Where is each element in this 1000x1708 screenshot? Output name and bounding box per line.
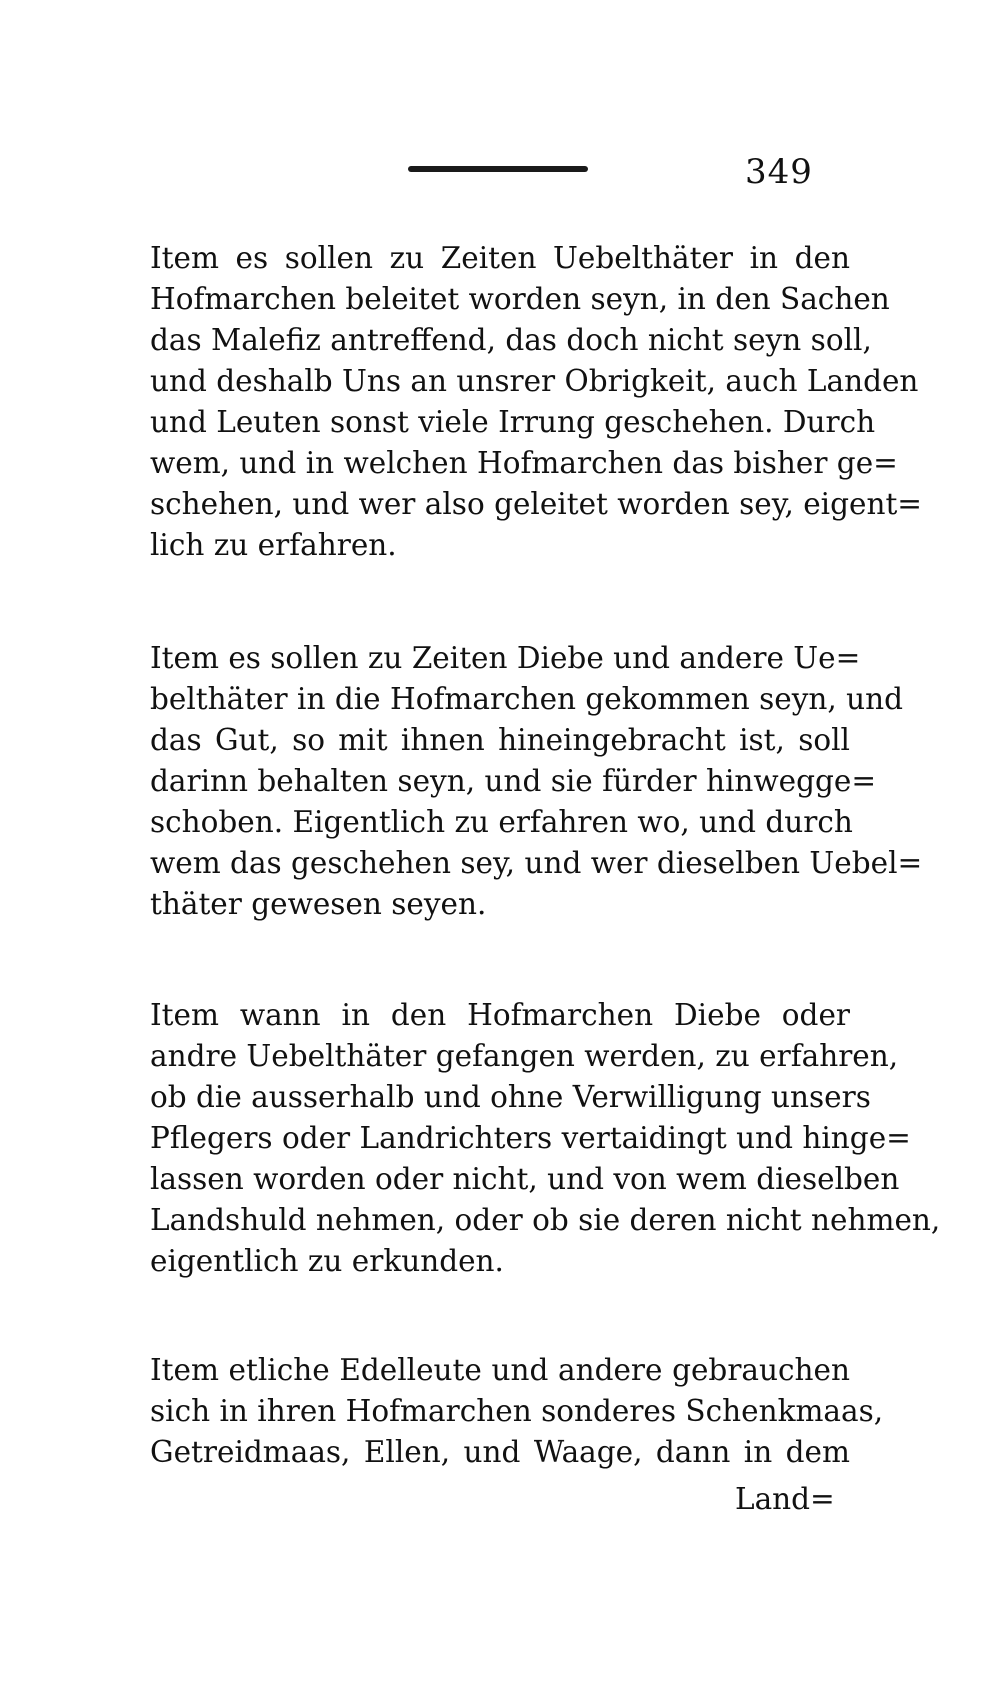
text-line: wem, und in welchen Hofmarchen das bisher ge=	[150, 446, 898, 480]
text-line: schoben. Eigentlich zu erfahren wo, und durch	[150, 805, 853, 839]
text-line: andre Uebelthäter gefangen werden, zu erfahren,	[150, 1039, 899, 1073]
text-line: wem das geschehen sey, und wer dieselben Uebel=	[150, 846, 923, 880]
text-line: belthäter in die Hofmarchen gekommen seyn, und	[150, 682, 904, 716]
text-line: und deshalb Uns an unsrer Obrigkeit, auch Landen	[150, 364, 919, 398]
text-line: das Gut, so mit ihnen hineingebracht ist, soll	[150, 723, 850, 757]
text-line: eigentlich zu erkunden.	[150, 1244, 504, 1278]
text-line: darinn behalten seyn, und sie fürder hinwegge=	[150, 764, 877, 798]
text-line: Pflegers oder Landrichters vertaidingt und hinge=	[150, 1121, 911, 1155]
text-line: lassen worden oder nicht, und von wem dieselben	[150, 1162, 900, 1196]
text-line: Item es sollen zu Zeiten Diebe und andere Ue=	[150, 641, 861, 675]
paragraph-1	[150, 238, 923, 566]
text-line: ob die ausserhalb und ohne Verwilligung unsers	[150, 1080, 871, 1114]
text-line: Item es sollen zu Zeiten Uebelthäter in den	[150, 241, 850, 275]
text-line: und Leuten sonst viele Irrung geschehen. Durch	[150, 405, 876, 439]
text-line: das Malefiz antreffend, das doch nicht seyn soll,	[150, 323, 872, 357]
paragraph-4	[150, 1350, 884, 1473]
text-line: thäter gewesen seyen.	[150, 887, 487, 921]
header-rule	[408, 166, 588, 172]
text-line: schehen, und wer also geleitet worden sey, eigent=	[150, 487, 923, 521]
text-line: lich zu erfahren.	[150, 528, 397, 562]
paragraph-2	[150, 638, 923, 925]
text-line: Landshuld nehmen, oder ob sie deren nicht nehmen,	[150, 1203, 941, 1237]
text-line: Getreidmaas, Ellen, und Waage, dann in dem	[150, 1435, 850, 1469]
text-line: Hofmarchen beleitet worden seyn, in den Sachen	[150, 282, 890, 316]
catchword: Land=	[735, 1482, 835, 1516]
text-line: Item etliche Edelleute und andere gebrauchen	[150, 1353, 850, 1387]
page-number: 349	[745, 152, 813, 192]
text-line: sich in ihren Hofmarchen sonderes Schenkmaas,	[150, 1394, 884, 1428]
paragraph-3	[150, 995, 941, 1282]
text-line: Item wann in den Hofmarchen Diebe oder	[150, 998, 850, 1032]
